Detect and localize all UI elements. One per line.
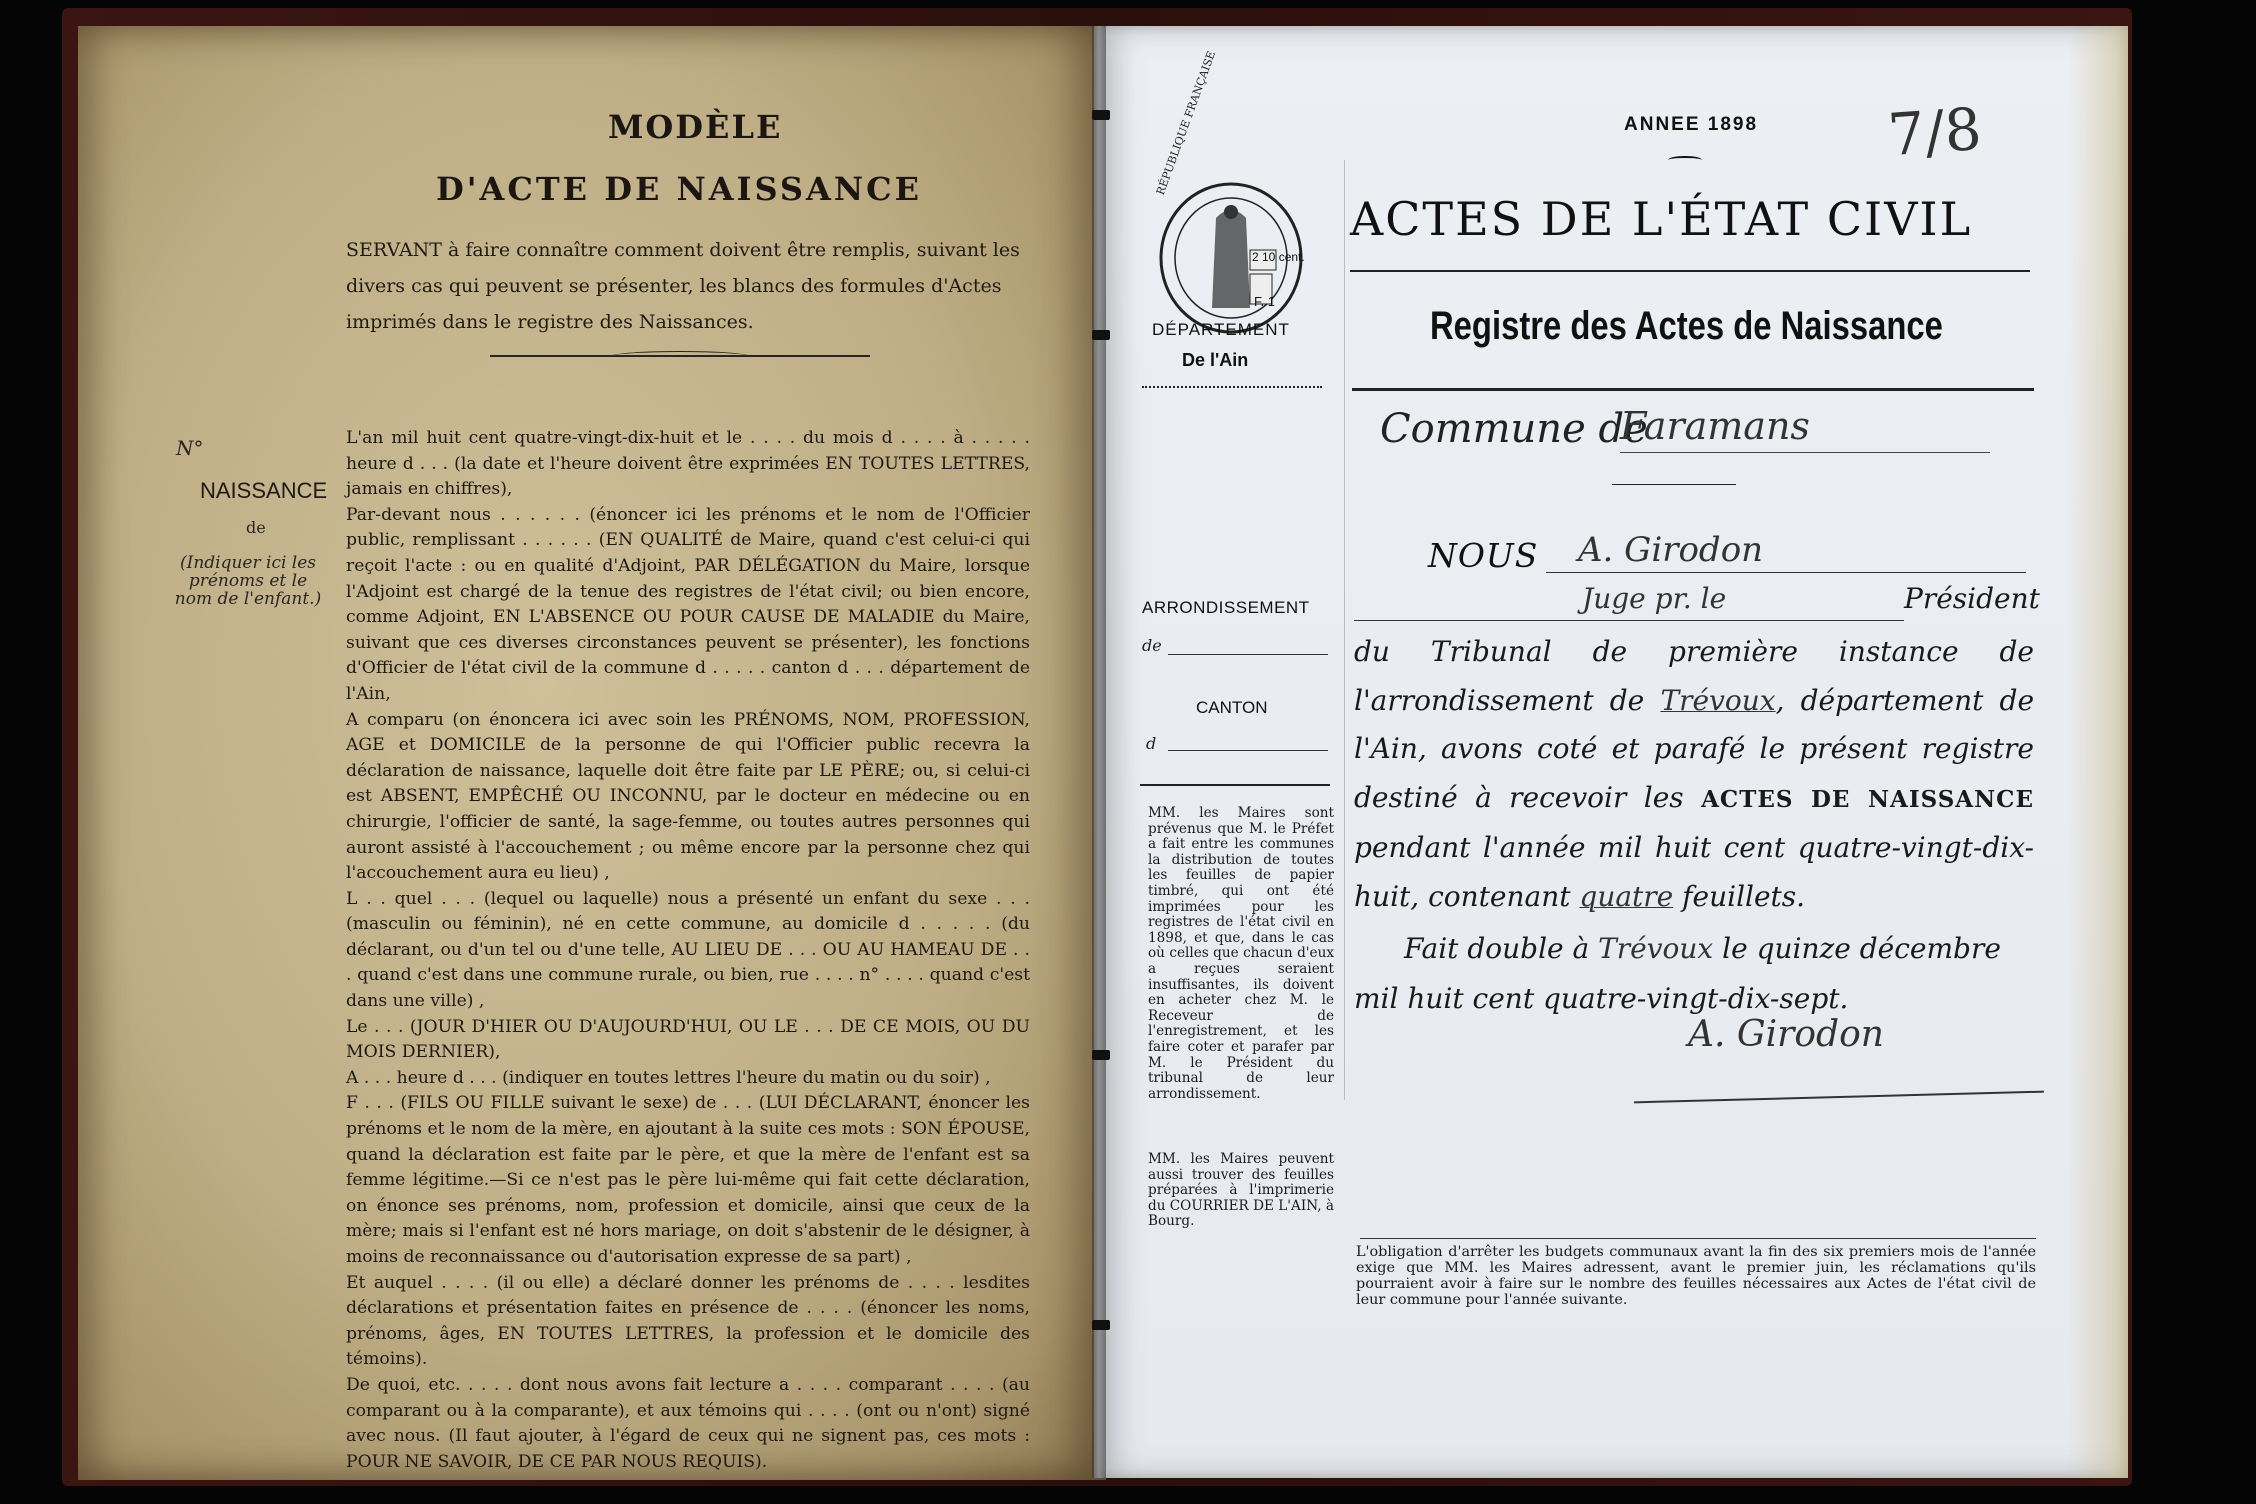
actes-naissance-label: ACTES DE NAISSANCE <box>1701 785 2035 813</box>
margin-number-label: N° <box>176 436 204 460</box>
model-paragraph: F . . . (FILS OU FILLE suivant le sexe) de . . . (LUI DÉCLARANT, énoncer les prénoms et le nom de la mère, en ajoutant à la suite ces mots : SON ÉPOUSE, quand la déclaration est faite par le père, et que la mère de l'enfant est sa femme légitime.—Si ce n'est pas le père lui-même qui fait cette déclaration, on énonce ses prénoms, nom, profession et domicile, ainsi que ceux de la mère; mais si l'enfant est né hors mariage, on doit s'abstenir de le désigner, à moins de reconnaissance ou d'autorisation expresse de sa part) , <box>346 1093 1030 1267</box>
binding-gutter <box>1092 26 1106 1478</box>
model-paragraph: Et auquel . . . . (il ou elle) a déclaré donner les prénoms de . . . . lesdites déclarations et présentation faites en présence de . . . . (énoncer les noms, prénoms, âges, EN TOUTES LETTRES, la profession et le domicile des témoins). <box>346 1272 1030 1370</box>
model-paragraph: Le . . . (JOUR D'HIER OU D'AUJOURD'HUI, OU LE . . . DE CE MOIS, OU DU MOIS DERNIER), <box>346 1016 1030 1063</box>
fait-double-line <box>1404 932 2001 965</box>
seal-label: F. 1 <box>1254 294 1275 309</box>
fait-lieu-handwritten: Trévoux <box>1598 932 1714 965</box>
footer-notice: L'obligation d'arrêter les budgets communaux avant la fin des six premiers mois de l'année exige que MM. les Maires adressent, avant le premier juin, les réclamations qu'ils pourraient avoir à faire sur le nombre des feuilles nécessaires aux Actes de l'état civil de leur commune pour l'année suivante. <box>1356 1244 2036 1308</box>
arrondissement-handwritten: Trévoux <box>1660 683 1776 717</box>
left-title-acte: D'ACTE DE NAISSANCE <box>436 170 922 208</box>
arrondissement-label: ARRONDISSEMENT <box>1142 598 1310 617</box>
binding-stitch <box>1092 1320 1110 1330</box>
signature: A. Girodon <box>1688 1014 1884 1055</box>
note-timbre: MM. les Maires sont prévenus que M. le Préfet a fait entre les communes la distribution de toutes les feuilles de papier timbré, qui ont été imprimées pour les registres de l'état civil en 1898, et que, dans le cas où celles que chacun d'eux a reçues seraient insuffisantes, ils doivent en acheter chez M. le Receveur de l'enregistrement, et les faire coter et parafer par M. le Président du tribunal de leur arrondissement. <box>1148 805 1334 1102</box>
left-ornament-rule <box>490 355 870 357</box>
seal-price: 2 10 cent. <box>1252 250 1305 264</box>
body-part: du Tribunal de première instance de l'arrondissement de <box>1354 635 2034 717</box>
body-part: pendant l'année mil huit cent quatre-vingt-dix-huit, contenant <box>1354 831 2034 913</box>
canton-d: d <box>1146 734 1157 753</box>
margin-de-label: de <box>246 518 266 537</box>
year-ornament <box>1668 156 1702 164</box>
main-title: ACTES DE L'ÉTAT CIVIL <box>1350 192 1973 246</box>
folio-number: 7/8 <box>1885 94 1984 170</box>
model-paragraph: A comparu (on énoncera ici avec soin les PRÉNOMS, NOM, PROFESSION, AGE et DOMICILE de la personne de qui l'Officier public recevra la déclaration de naissance, laquelle doit être faite par LE PÈRE; ou, si celui-ci est ABSENT, EMPÊCHÉ OU INCONNU, par le docteur en médecine ou en chirurgie, l'officier de santé, la sage-femme, ou toutes autres personnes qui auront assisté à l'accouchement ; ou même encore par la personne chez qui l'accouchement aura eu lieu) , <box>346 709 1030 884</box>
left-model-body <box>346 426 1030 1475</box>
subtitle-rule <box>1352 388 2034 391</box>
column-divider <box>1344 160 1345 1100</box>
departement-ornament <box>1142 386 1322 394</box>
arrondissement-fill-line <box>1168 654 1328 655</box>
body-part: feuillets. <box>1682 879 1806 913</box>
nous-label: NOUS <box>1428 536 1539 575</box>
juge-fill-line <box>1354 620 1904 621</box>
margin-naissance-label: NAISSANCE <box>200 478 328 503</box>
binding-stitch <box>1092 110 1110 120</box>
seal-text: RÉPUBLIQUE FRANÇAISE <box>1153 49 1219 197</box>
page-edge-tint <box>2068 26 2128 1478</box>
register-subtitle: Registre des Actes de Naissance <box>1430 304 1943 348</box>
canton-fill-line <box>1168 750 1328 751</box>
margin-indication: (Indiquer ici les prénoms et le nom de l'enfant.) <box>174 553 322 609</box>
model-paragraph: L . . quel . . . (lequel ou laquelle) nous a présenté un enfant du sexe . . . (masculin ou féminin), né en cette commune, au domicile d . . . . . (du déclarant, ou d'un tel ou d'une telle, AU LIEU DE . . . OU AU HAMEAU DE . . . quand c'est dans une commune rurale, ou bien, rue . . . . n° . . . . quand c'est dans une ville) , <box>346 888 1030 1012</box>
arrondissement-de: de <box>1142 636 1162 655</box>
note-rule <box>1140 784 1330 786</box>
commune-fill-line <box>1620 452 1990 453</box>
juge-handwritten: Juge pr. le <box>1582 582 1727 615</box>
small-rule <box>1612 484 1736 485</box>
note-courrier: MM. les Maires peuvent aussi trouver des feuilles préparées à l'imprimerie du COURRIER DE L'AIN, à Bourg. <box>1148 1151 1334 1230</box>
nous-fill-line <box>1546 572 2026 573</box>
commune-handwritten: Faramans <box>1620 404 1810 448</box>
model-paragraph: L'an mil huit cent quatre-vingt-dix-huit et le . . . . du mois d . . . . à . . . . . heure d . . . (la date et l'heure doivent être exprimées EN TOUTES LETTRES, jamais en chiffres), <box>346 428 1030 500</box>
feuillets-handwritten: quatre <box>1579 879 1674 913</box>
left-title-modele: MODÈLE <box>608 108 783 146</box>
fait-date: le quinze décembre <box>1722 932 2001 965</box>
body-part: , département de l'Ain, avons coté et parafé le présent registre destiné à recevoir les <box>1354 683 2035 814</box>
canton-label: CANTON <box>1196 698 1268 717</box>
registre-body-text <box>1354 628 2034 921</box>
footer-rule <box>1360 1238 2036 1239</box>
nous-handwritten-name: A. Girodon <box>1578 530 1764 570</box>
year-header: ANNEE 1898 <box>1624 114 1759 135</box>
departement-label: DÉPARTEMENT <box>1152 320 1290 339</box>
binding-stitch <box>1092 330 1110 340</box>
model-paragraph: De quoi, etc. . . . . dont nous avons fait lecture a . . . . comparant . . . . (au comparant ou à la comparante), et aux témoins qui . . . . (ont ou n'ont) signé avec nous. (Il faut ajouter, à l'égard de ceux qui ne signent pas, ces mots : POUR NE SAVOIR, DE CE PAR NOUS REQUIS). <box>346 1374 1030 1472</box>
left-intro: SERVANT à faire connaître comment doivent être remplis, suivant les divers cas qui peuvent se présenter, les blancs des formules d'Actes imprimés dans le registre des Naissances. <box>346 239 1020 333</box>
model-paragraph: Par-devant nous . . . . . . (énoncer ici les prénoms et le nom de l'Officier public, remplissant . . . . . . (EN QUALITÉ de Maire, quand c'est celui-ci qui reçoit l'acte : ou en qualité d'Adjoint, PAR DÉLÉGATION du Maire, lorsque l'Adjoint est chargé de la tenue des registres de l'état civil; ou bien encore, comme Adjoint, EN L'ABSENCE OU POUR CAUSE DE MALADIE du Maire, suivant que ces diverses circonstances peuvent se présenter), les fonctions d'Officier de l'état civil de la commune d . . . . . canton d . . . département de l'Ain, <box>346 504 1030 704</box>
fait-double-label: Fait double à <box>1404 932 1590 965</box>
model-paragraph: A . . . heure d . . . (indiquer en toutes lettres l'heure du matin ou du soir) , <box>346 1067 991 1088</box>
commune-label: Commune de <box>1380 406 1648 452</box>
president-label: Président <box>1904 582 2040 615</box>
fait-annee: mil huit cent quatre-vingt-dix-sept. <box>1354 982 1849 1015</box>
binding-stitch <box>1092 1050 1110 1060</box>
title-rule <box>1350 270 2030 272</box>
departement-ain: De l'Ain <box>1182 350 1249 370</box>
